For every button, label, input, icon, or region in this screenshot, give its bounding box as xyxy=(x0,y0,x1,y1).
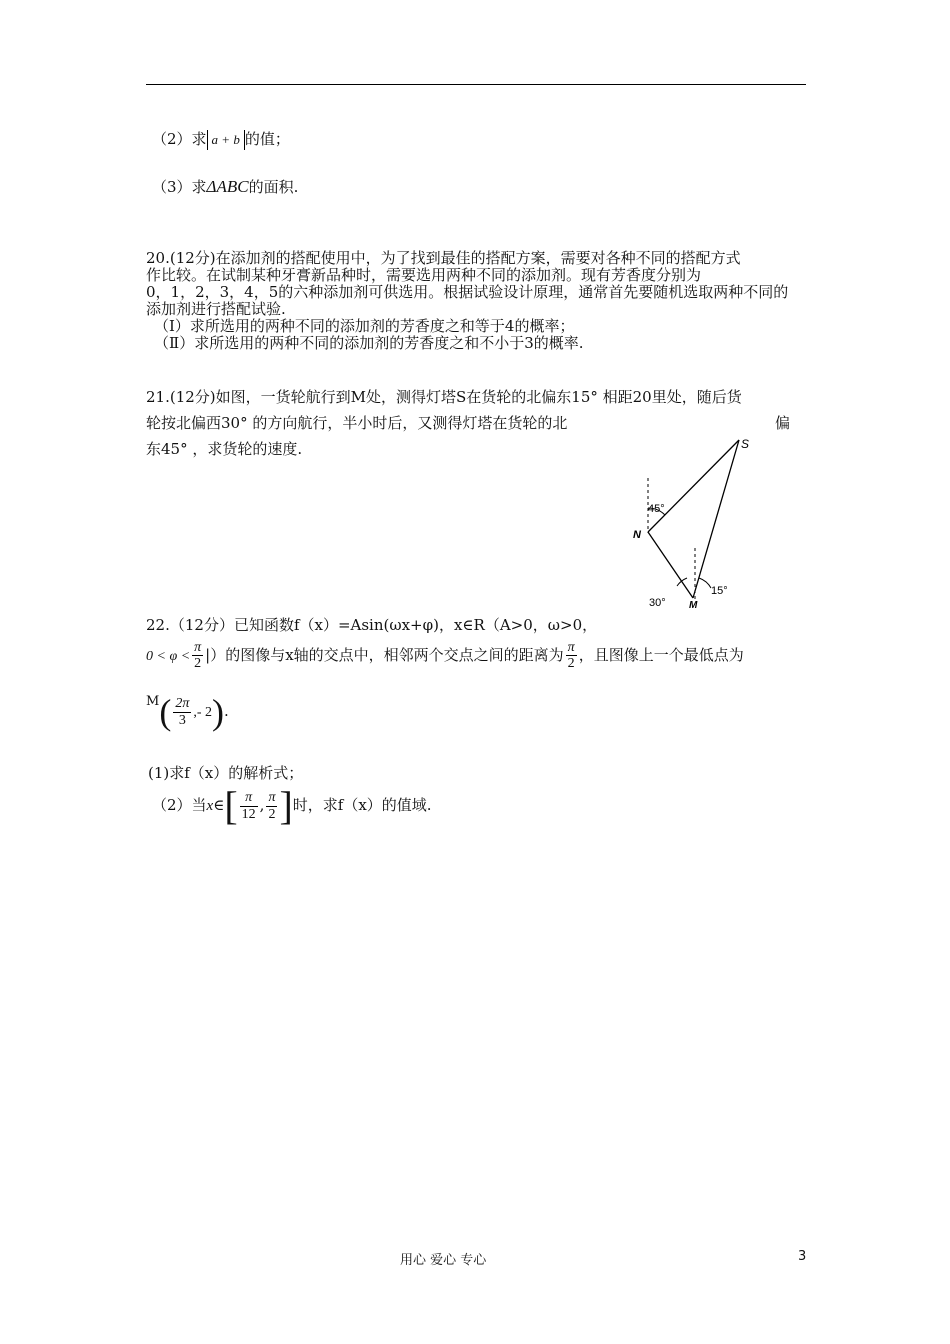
label-s: S xyxy=(741,437,750,451)
pi-over-2-b: $\frac{\pi}{2}$ xyxy=(567,640,575,672)
label-m: M xyxy=(689,600,698,608)
pi-over-12: $\frac{\pi}{12}$ xyxy=(241,790,256,822)
q21-line2-end: 偏 xyxy=(775,414,791,432)
vector-sum: a + b xyxy=(207,130,245,150)
q22-line3: M( $\frac{2\pi}{3}$ ,- 2). xyxy=(146,692,229,732)
q21-line1: 21.(12分)如图，一货轮航行到M处，测得灯塔S在货轮的北偏东15° 相距20里处，随后货 xyxy=(146,388,742,406)
page-number: 3 xyxy=(798,1249,807,1264)
angle-15-arc xyxy=(699,578,711,588)
q19-part3: （3）求ΔABC的面积. xyxy=(152,177,299,196)
two-pi-over-3: $\frac{2\pi}{3}$ xyxy=(175,696,190,728)
label-30: 30° xyxy=(649,597,666,608)
pi-over-2-c: $\frac{\pi}{2}$ xyxy=(268,790,276,822)
q21-line2: 轮按北偏西30° 的方向航行，半小时后，又测得灯塔在货轮的北 xyxy=(146,414,568,432)
q22-part1: (1)求f（x）的解析式； xyxy=(148,764,304,782)
triangle-abc: ΔABC xyxy=(206,177,249,196)
q21-line3: 东45° ，求货轮的速度. xyxy=(146,440,303,458)
header-rule xyxy=(146,84,806,85)
label-n: N xyxy=(633,529,641,541)
q22-part2: （2）当x∈[ $\frac{\pi}{12}$ , $\frac{\pi}{2}$ ]时，求f（x）的值域. xyxy=(152,783,432,828)
q22-line2: 0 < φ < $\frac{\pi}{2}$ |）的图像与x轴的交点中，相邻两个交点之间的距离为 $\frac{\pi}{2}$ ，且图像上一个最低点为 xyxy=(146,640,744,672)
question-20: 20.(12分)在添加剂的搭配使用中，为了找到最佳的搭配方案，需要对各种不同的搭配方式 作比较。在试制某种牙膏新品种时，需要选用两种不同的添加剂。现有芳香度分别为 0，1，2，3，4，5的六种添加剂可供选用。根据试验设计原理，通常首先要随机选取两种不同的 添加剂进行搭配试验. （Ⅰ）求所选用的两种不同的添加剂的芳香度之和等于4的概率； （Ⅱ）求所选用的两种不同的添加剂的芳香度之和不小于3的概率. xyxy=(146,249,789,352)
navigation-figure xyxy=(625,428,785,608)
label-45: 45° xyxy=(648,503,665,515)
q19-part2: （2）求 a + b 的值； xyxy=(152,130,290,148)
label-15: 15° xyxy=(711,585,728,597)
side-nm xyxy=(648,532,693,598)
footer-slogan: 用心 爱心 专心 xyxy=(400,1253,487,1268)
q22-line1: 22.（12分）已知函数f（x）=Asin(ωx+φ)，x∈R（A>0，ω>0， xyxy=(146,616,598,634)
pi-over-2-a: $\frac{\pi}{2}$ xyxy=(194,640,202,672)
